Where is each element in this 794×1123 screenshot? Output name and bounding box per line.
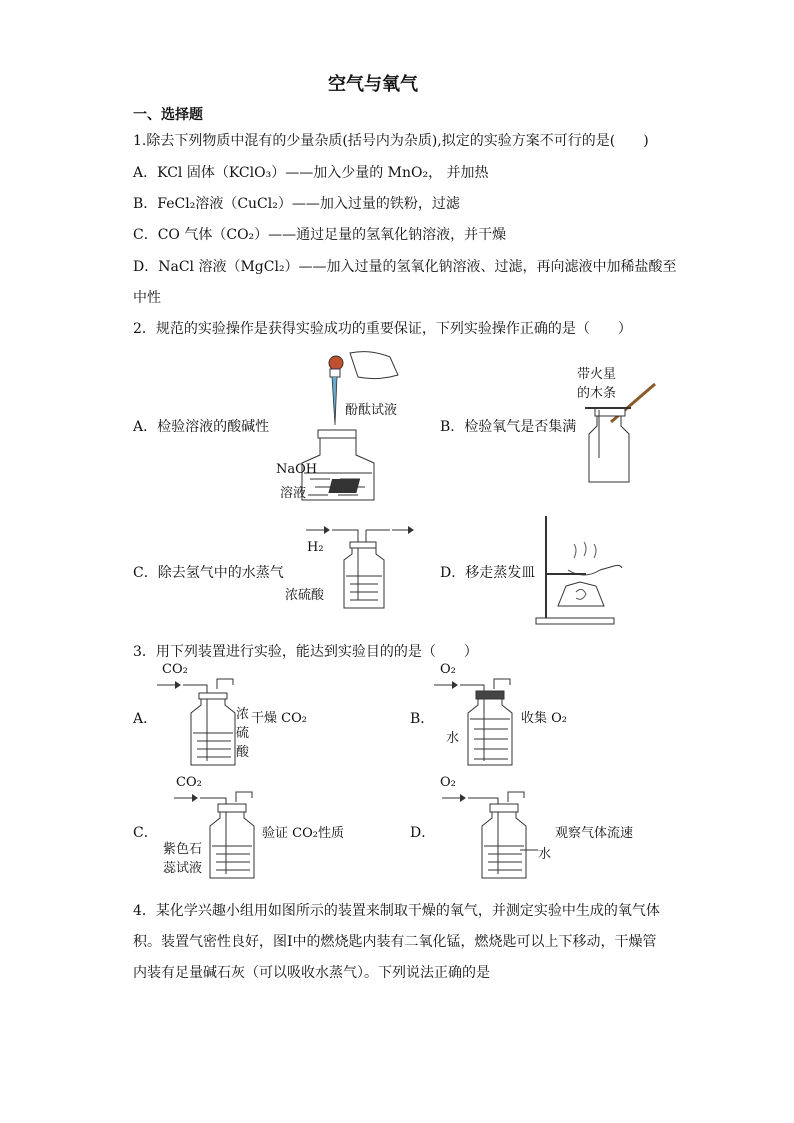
q3-fig-c-liquid-label-1: 紫色石 bbox=[163, 842, 203, 857]
q3-fig-c-desc: 验证 CO₂性质 bbox=[262, 826, 344, 841]
q3-fig-a-desc: 干燥 CO₂ bbox=[251, 711, 307, 726]
q2-option-d: D．移走蒸发皿 bbox=[440, 565, 536, 581]
q2-stem: 2．规范的实验操作是获得实验成功的重要保证，下列实验操作正确的是（ ） bbox=[133, 321, 632, 337]
q3-fig-d-desc: 观察气体流速 bbox=[555, 826, 634, 841]
q2-figure-a-dropper bbox=[270, 345, 410, 505]
q2-fig-a-naoh-label: NaOH bbox=[276, 462, 318, 477]
q1-option-c: C．CO 气体（CO₂）——通过足量的氢氧化钠溶液，并干燥 bbox=[133, 227, 507, 243]
q2-fig-b-splint-label-1: 带火星 bbox=[577, 367, 617, 382]
q1-option-d-cont: 中性 bbox=[133, 290, 161, 306]
q2-figure-d-ring-stand bbox=[530, 512, 630, 630]
q3-fig-a-acid-label-2: 硫 bbox=[236, 726, 250, 741]
page-title: 空气与氧气 bbox=[328, 74, 418, 95]
q4-line-2: 积。装置气密性良好，图Ⅰ中的燃烧匙内装有二氧化锰，燃烧匙可以上下移动，干燥管 bbox=[133, 934, 657, 950]
q1-option-a: A．KCl 固体（KClO₃）——加入少量的 MnO₂， 并加热 bbox=[133, 165, 489, 181]
q3-option-c: C． bbox=[133, 825, 158, 841]
q3-fig-b-desc: 收集 O₂ bbox=[521, 711, 568, 726]
q2-option-b: B．检验氧气是否集满 bbox=[440, 419, 577, 435]
q3-fig-b-water-label: 水 bbox=[446, 731, 460, 746]
q3-fig-a-acid-label-1: 浓 bbox=[236, 707, 250, 722]
q2-option-c: C．除去氢气中的水蒸气 bbox=[133, 565, 284, 581]
q3-fig-c-gas-label: CO₂ bbox=[176, 775, 202, 790]
q2-fig-c-gas-label: H₂ bbox=[307, 540, 324, 555]
section-heading: 一、选择题 bbox=[133, 107, 203, 123]
q1-option-d: D．NaCl 溶液（MgCl₂）——加入过量的氢氧化钠溶液、过滤，再向滤液中加稀盐酸至 bbox=[133, 259, 677, 275]
q3-figure-d-flow-bottle bbox=[440, 788, 550, 883]
q4-line-3: 内装有足量碱石灰（可以吸收水蒸气）。下列说法正确的是 bbox=[133, 965, 490, 981]
q3-fig-d-water-label: 水 bbox=[538, 847, 552, 862]
q3-fig-d-gas-label: O₂ bbox=[440, 775, 456, 790]
q2-fig-a-dropper-label: 酚酞试液 bbox=[345, 403, 398, 418]
q2-option-a: A．检验溶液的酸碱性 bbox=[133, 419, 270, 435]
q3-fig-c-liquid-label-2: 蕊试液 bbox=[163, 861, 203, 876]
q3-fig-a-acid-label-3: 酸 bbox=[236, 745, 250, 760]
q3-fig-a-gas-label: CO₂ bbox=[162, 662, 188, 677]
q4-line-1: 4．某化学兴趣小组用如图所示的装置来制取干燥的氧气，并测定实验中生成的氧气体 bbox=[133, 903, 660, 919]
q3-option-a: A． bbox=[133, 711, 158, 727]
q2-fig-c-acid-label: 浓硫酸 bbox=[285, 588, 325, 603]
q1-stem: 1.除去下列物质中混有的少量杂质(括号内为杂质),拟定的实验方案不可行的是( ) bbox=[133, 133, 649, 149]
q3-figure-a-wash-bottle bbox=[155, 675, 245, 770]
q1-option-b: B．FeCl₂溶液（CuCl₂）——加入过量的铁粉，过滤 bbox=[133, 196, 460, 212]
q3-option-b: B． bbox=[410, 711, 435, 727]
q2-fig-a-solution-label: 溶液 bbox=[280, 486, 307, 501]
q3-fig-b-gas-label: O₂ bbox=[440, 662, 456, 677]
q3-stem: 3．用下列装置进行实验，能达到实验目的的是（ ） bbox=[133, 644, 478, 660]
q3-figure-b-collect-bottle bbox=[432, 675, 522, 770]
q2-fig-b-splint-label-2: 的木条 bbox=[577, 386, 617, 401]
q3-option-d: D． bbox=[410, 825, 436, 841]
